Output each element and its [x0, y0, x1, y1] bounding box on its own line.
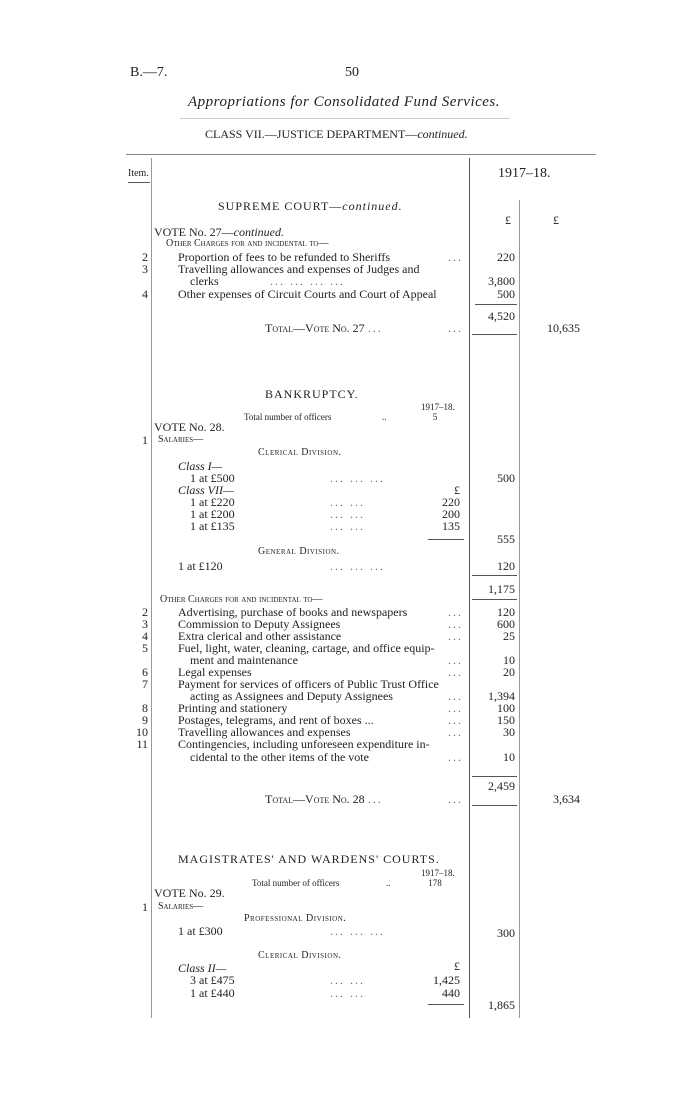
vote-28-total-label: Total—Vote No. 28 ... [265, 792, 383, 806]
leader-dots: .. [382, 412, 387, 422]
item-text: Advertising, purchase of books and newspapers [178, 605, 408, 619]
salary-line: 1 at £120 [178, 559, 223, 573]
class-vii-rule [428, 539, 464, 540]
item-amount: 1,394 [488, 689, 515, 703]
vote-28-heading: VOTE No. 28. [154, 420, 225, 434]
other-charges-heading: Other Charges for and incidental to— [160, 594, 323, 605]
item-amount: 3,800 [488, 274, 515, 288]
leader-dots: ... [448, 713, 463, 727]
class-ii-rule [428, 1004, 464, 1005]
item-text-continued: clerks [190, 274, 219, 288]
item-number: 2 [142, 250, 148, 264]
leader-dots: ... [448, 629, 463, 643]
leader-dots: ... ... ... ... [270, 274, 345, 288]
section-heading-magistrates: MAGISTRATES' AND WARDENS' COURTS. [178, 852, 440, 866]
item-text: Travelling allowances and expenses of Judges and [178, 262, 420, 276]
vote-27-subtotal: 4,520 [488, 309, 515, 323]
salaries-total: 1,175 [488, 582, 515, 596]
leader-dots: ... [448, 725, 463, 739]
salaries-heading: Salaries— [158, 434, 204, 445]
item-number: 3 [142, 262, 148, 276]
page-title: Appropriations for Consolidated Fund Services. [188, 94, 501, 110]
item-amount: 30 [503, 725, 515, 739]
item-text: Postages, telegrams, and rent of boxes ... [178, 713, 374, 727]
total-rule [472, 334, 517, 335]
salary-line: 1 at £500 [190, 471, 235, 485]
year-header: 1917–18. [498, 166, 551, 181]
officers-label: Total number of officers [252, 878, 340, 888]
leader-dots: ... [448, 689, 463, 703]
total-column-divider [519, 200, 520, 1018]
item-number: 2 [142, 605, 148, 619]
pound-sign: £ [454, 483, 460, 497]
item-number: 6 [142, 665, 148, 679]
leader-dots: ... [448, 701, 463, 715]
item-amount: 600 [497, 617, 515, 631]
item-text: Proportion of fees to be refunded to Sheriffs [178, 250, 391, 264]
class-vii-label: Class VII— [178, 483, 234, 497]
leader-dots: ... ... ... [330, 559, 385, 573]
section-heading-supreme-court: SUPREME COURT—continued. [218, 199, 403, 213]
salary-value: 1,425 [433, 973, 460, 987]
item-text: Printing and stationery [178, 701, 288, 715]
salary-line: 3 at £475 [190, 973, 235, 987]
leader-dots: ... [448, 750, 463, 764]
class-heading: CLASS VII.—JUSTICE DEPARTMENT—continued. [205, 127, 468, 141]
item-amount: 120 [497, 605, 515, 619]
salaries-heading: Salaries— [158, 901, 204, 912]
pound-sign-col1: £ [505, 213, 511, 227]
salary-amount: 500 [497, 471, 515, 485]
item-number: 8 [142, 701, 148, 715]
title-rule [180, 118, 510, 119]
pound-sign-col2: £ [553, 213, 559, 227]
salary-line: 1 at £200 [190, 507, 235, 521]
salary-value: 200 [442, 507, 460, 521]
pound-sign: £ [454, 959, 460, 973]
vote-28-total: 3,634 [553, 792, 580, 806]
salary-amount: 300 [497, 926, 515, 940]
document-reference: B.—7. [130, 65, 168, 80]
general-division-heading: General Division. [258, 546, 340, 557]
salary-line: 1 at £300 [178, 924, 223, 938]
item-text: Commission to Deputy Assignees [178, 617, 341, 631]
vote-29-heading: VOTE No. 29. [154, 886, 225, 900]
other-charges-heading: Other Charges for and incidental to— [166, 238, 329, 249]
class-ii-total: 1,865 [488, 998, 515, 1012]
item-text: Travelling allowances and expenses [178, 725, 351, 739]
item-number: 1 [142, 433, 148, 447]
salary-line: 1 at £135 [190, 519, 235, 533]
page-number: 50 [345, 65, 359, 80]
item-number: 4 [142, 629, 148, 643]
item-column-header: Item. [128, 168, 149, 179]
item-text: Legal expenses [178, 665, 252, 679]
item-amount: 100 [497, 701, 515, 715]
item-header-rule [128, 182, 150, 183]
salary-value: 440 [442, 986, 460, 1000]
item-amount: 150 [497, 713, 515, 727]
vote-28-subtotal: 2,459 [488, 779, 515, 793]
item-column-divider [151, 158, 152, 1018]
subtotal-rule [475, 304, 517, 305]
leader-dots: ... [448, 792, 463, 806]
officers-count: 178 [428, 878, 442, 888]
leader-dots: ... [448, 321, 463, 335]
vote-27-total-label: Total—Vote No. 27 ... [265, 321, 383, 335]
item-text: Other expenses of Circuit Courts and Court of Appeal [178, 287, 437, 301]
leader-dots: ... ... [330, 519, 365, 533]
leader-dots: ... [448, 665, 463, 679]
item-number: 1 [142, 900, 148, 914]
salaries-total-rule [472, 599, 517, 600]
item-amount: 10 [503, 653, 515, 667]
item-text: Payment for services of officers of Public Trust Office [178, 677, 439, 691]
clerical-division-heading: Clerical Division. [258, 950, 342, 961]
item-text: Contingencies, including unforeseen expenditure in- [178, 737, 430, 751]
leader-dots: ... ... [330, 973, 365, 987]
item-amount: 25 [503, 629, 515, 643]
item-number: 5 [142, 641, 148, 655]
item-amount: 20 [503, 665, 515, 679]
leader-dots: ... ... [330, 495, 365, 509]
salary-line: 1 at £220 [190, 495, 235, 509]
item-amount: 10 [503, 750, 515, 764]
officers-label: Total number of officers [244, 412, 332, 422]
salary-value: 220 [442, 495, 460, 509]
item-text-continued: cidental to the other items of the vote [190, 750, 369, 764]
leader-dots: .. [386, 878, 391, 888]
leader-dots: ... ... [330, 507, 365, 521]
leader-dots: ... [448, 605, 463, 619]
officers-year: 1917–18. [421, 868, 455, 878]
item-text: Extra clerical and other assistance [178, 629, 342, 643]
item-text: Fuel, light, water, cleaning, cartage, and office equip- [178, 641, 435, 655]
leader-dots: ... [448, 653, 463, 667]
salaries-rule [472, 575, 517, 576]
subtotal-rule [472, 776, 517, 777]
officers-year: 1917–18. [421, 402, 455, 412]
class-i-label: Class I— [178, 459, 223, 473]
item-number: 11 [136, 737, 148, 751]
item-number: 7 [142, 677, 148, 691]
vote-27-total: 10,635 [547, 321, 580, 335]
item-text-continued: ment and maintenance [190, 653, 298, 667]
item-number: 9 [142, 713, 148, 727]
table-top-rule [126, 154, 596, 155]
clerical-division-heading: Clerical Division. [258, 447, 342, 458]
section-heading-bankruptcy: BANKRUPTCY. [265, 387, 359, 401]
leader-dots: ... ... [330, 986, 365, 1000]
leader-dots: ... ... ... [330, 471, 385, 485]
officers-count: 5 [432, 412, 438, 422]
item-number: 3 [142, 617, 148, 631]
class-vii-total: 555 [497, 532, 515, 546]
salary-value: 135 [442, 519, 460, 533]
class-ii-label: Class II— [178, 961, 227, 975]
leader-dots: ... [448, 250, 463, 264]
item-text-continued: acting as Assignees and Deputy Assignees [190, 689, 393, 703]
leader-dots: ... [448, 617, 463, 631]
total-rule [472, 805, 517, 806]
item-amount: 500 [497, 287, 515, 301]
item-number: 4 [142, 287, 148, 301]
salary-amount: 120 [497, 559, 515, 573]
salary-line: 1 at £440 [190, 986, 235, 1000]
professional-division-heading: Professional Division. [244, 913, 347, 924]
item-number: 10 [136, 725, 148, 739]
leader-dots: ... ... ... [330, 924, 385, 938]
vote-27-heading: VOTE No. 27—continued. [154, 225, 284, 239]
item-amount: 220 [497, 250, 515, 264]
